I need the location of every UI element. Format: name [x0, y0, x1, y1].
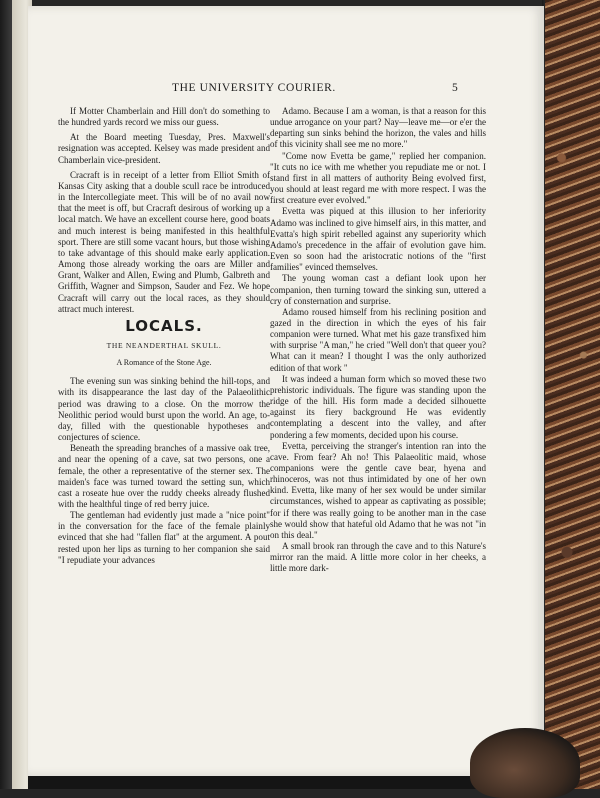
- paragraph: It was indeed a human form which so moved these two prehistoric individuals. The figure was standing upon the ridge of the hill. His form made a decided silhouette against its fiery background He was evidently contemplating a descent into the valley, and after pondering a few moments, decided upon his course.: [270, 373, 486, 440]
- page-bottom-shadow: [28, 776, 544, 789]
- running-header: [28, 82, 544, 98]
- paragraph: At the Board meeting Tuesday, Pres. Maxwell's resignation was accepted. Kelsey was made president and Chamberlain vice-president.: [58, 132, 270, 165]
- paragraph: A small brook ran through the cave and to this Nature's mirror ran the maid. A little more color in her cheeks, a little more dark-: [270, 541, 486, 574]
- publication-title: THE UNIVERSITY COURIER.: [172, 82, 336, 94]
- paragraph: Evetta, perceiving the stranger's intention ran into the cave. From fear? Ah no! This Palaeolitic maid, whose companions were the gentle cave bear, hyena and rhinoceros, was not thus intimidated by one of her own kind. Evetta, like many of her sex would be under similar circumstances, wished to appear as captivating as possible; for if there was really going to be another man in the case she would show that hateful old Adamo that he was not "in on this deal.": [270, 440, 486, 540]
- story-subtitle: A Romance of the Stone Age.: [116, 358, 212, 368]
- right-column: [270, 106, 486, 575]
- paragraph: If Motter Chamberlain and Hill don't do something to the hundred yards record we miss our guess.: [58, 106, 270, 128]
- newspaper-page: [28, 6, 544, 776]
- paragraph: Adamo roused himself from his reclining position and gazed in the direction in which the eyes of his fair companion were turned. What met his gaze transfixed him with surprise "A man," he cried "Well don't that queer you? What can it mean? I thought I was the only authorized edition of that work ": [270, 306, 486, 373]
- page-number: 5: [452, 82, 458, 94]
- paragraph: Evetta was piqued at this illusion to her inferiority Adamo was inclined to give himself airs, in this matter, and Evatta's high spirit rebelled against any superiority which Adamo's precedence in the affair of evolution gave him. Even so soon had the aristocratic notions of the "first families" evinced themselves.: [270, 206, 486, 273]
- paragraph: The young woman cast a defiant look upon her companion, then turning toward the sinking sun, uttered a cry of consternation and surprise.: [270, 273, 486, 306]
- paragraph: The gentleman had evidently just made a "nice point" in the conversation for the face of the female plainly evinced that she had "fallen flat" at the argument. A pout rested upon her lips as turning to her companion she said "I repudiate your advances: [58, 510, 270, 565]
- story-title: THE NEANDERTHAL SKULL.: [106, 340, 222, 350]
- paragraph: The evening sun was sinking behind the hill-tops, and with its disappearance the last day of the Palaeolithic period was drawing to a close. On the morrow the Neolithic period would burst upon the world. An age, to-day, filled with the questionable hypotheses and conjectures of science.: [58, 376, 270, 443]
- marbled-endpaper: [545, 0, 600, 789]
- left-column: [58, 106, 270, 566]
- paragraph: "Come now Evetta be game," replied her companion. "It cuts no ice with me whether you repudiate me or not. I stand first in all matters of authority Being evolved first, you should at least regard me with more respect. I was the first creature ever evolved.": [270, 150, 486, 206]
- paragraph: Beneath the spreading branches of a massive oak tree, and near the opening of a cave, sat two persons, one a female, the other a representative of the sterner sex. The maiden's face was turned toward the setting sun, which cast a roseate hue over the ruddy cheeks already flushed with the healthful tinge of red berry juice.: [58, 443, 270, 509]
- paragraph: Adamo. Because I am a woman, is that a reason for this undue arrogance on your part? Nay—leave me—or e'er the departing sun sinks behind the horizon, the vales and hills of this vicinity shall see me no more.": [270, 106, 486, 150]
- section-heading: LOCALS.: [125, 316, 203, 335]
- holding-finger: [470, 728, 580, 798]
- paragraph: Cracraft is in receipt of a letter from Elliot Smith of Kansas City asking that a double scull race be introduced in the Intercollegiate meet. This will be of no avail now that the meet is off, but Cracraft desirous of working up a local match. We have an excellent course here, good boats and much interest is being manifested in this healthful sport. There are still some vacant hours, but those wishing to take advantage of this should make early application. Among those already working the oars are Miller and Grant, Walker and Allen, Ewing and Plumb, Galbreth and Griffith, Wagner and Simpson, Sauder and Fez. We hope Cracraft will carry out the local races, as they should attract much interest.: [58, 169, 270, 314]
